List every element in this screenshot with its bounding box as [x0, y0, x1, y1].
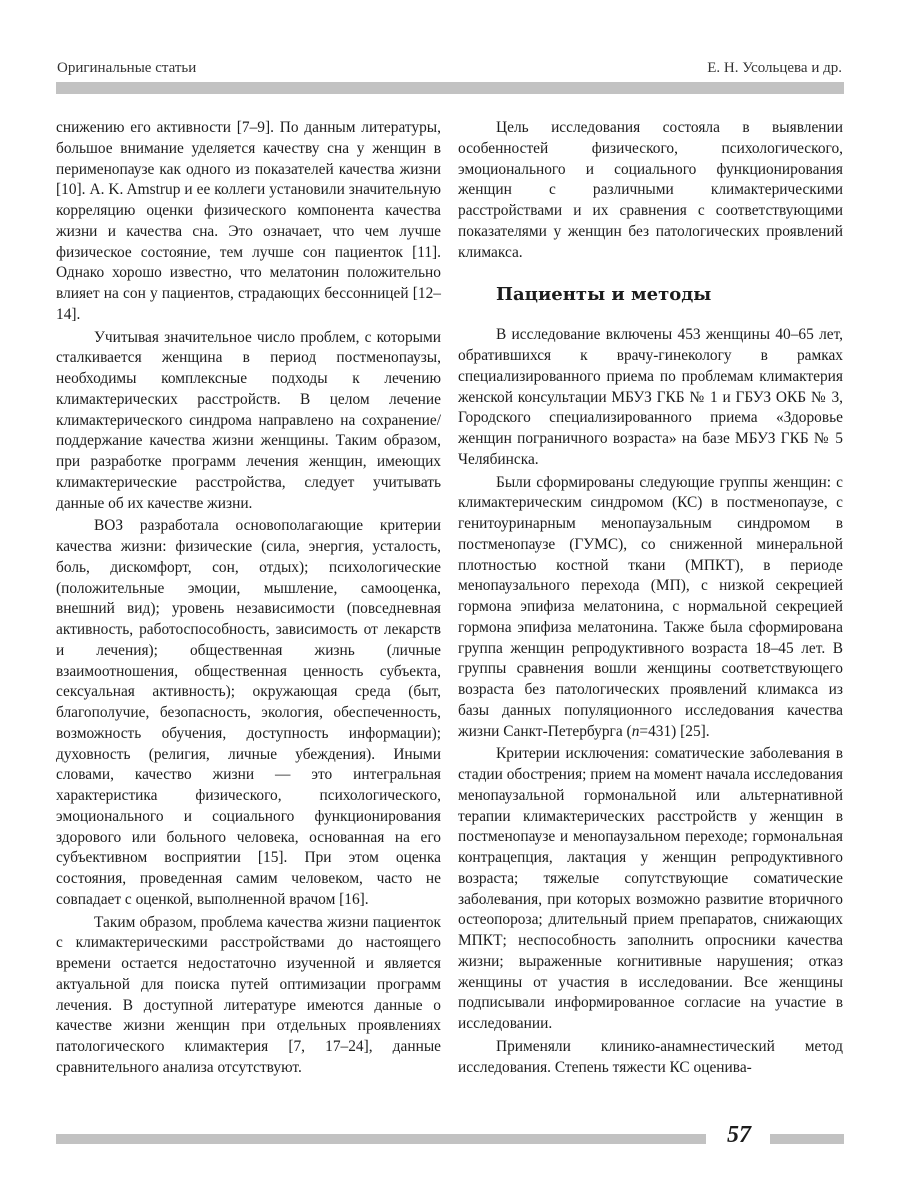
paragraph: снижению его активности [7–9]. По данным литературы, большое внимание уделяется качеству сна у женщин в перименопаузе как одного из показателей качества жизни [10]. A. K. Amstrup и ее коллеги установили значительную корреляцию оценки физического компонента качества жизни и качества сна. Это означает, что чем лучше физическое состояние, тем лучше сон пациенток [11]. Однако хорошо известно, что мелатонин положительно влияет на сон у пациентов, страдающих бессонницей [12–14]. [56, 119, 441, 323]
footer-bar [56, 1134, 706, 1144]
paragraph-methods: Применяли клинико-анамнестический метод исследования. Степень тяжести КС оценива- [458, 1037, 843, 1076]
section-heading: Пациенты и методы [496, 284, 712, 306]
paragraph: ВОЗ разработала основополагающие критерии качества жизни: физические (сила, энергия, усталость, боль, дискомфорт, сон, отдых); психологические (положительные эмоции, мышление, самооценка, внешний вид); уровень независимости (повседневная активность, работоспособность, зависимость от лекарств и лечения); общественная жизнь (личные взаимоотношения, общественная ценность субъекта, сексуальная активность); окружающая среда (быт, благополучие, безопасность, экология, обеспеченность, возможность обучения, доступность информации); духовность (религия, личные убеждения). Иными словами, качество жизни — это интегральная характеристика физического, психологического, эмоционального и социального функционирования здорового или больного человека, основанная на его субъективном восприятии [15]. При этом оценка состояния, проведенная самим человеком, часто не совпадает с оценкой, выполненной врачом [16]. [56, 517, 441, 908]
header-divider-bar [56, 82, 844, 94]
paragraph-groups-text: Были сформированы следующие группы женщин: с климактерическим синдромом (КС) в постменопаузе, с генитоуринарным менопаузальным синдромом в постменопаузе (ГУМС), со сниженной минеральной плотностью костной ткани (МПКТ), в периоде менопаузального перехода (МП), с низкой секрецией гормона эпифиза мелатонина, с нормальной секрецией гормона эпифиза мелатонина. Также была сформирована группа женщин репродуктивного возраста 18–45 лет. В группы сравнения вошли женщины соответствующего возраста без патологических проявлений климакса из базы данных популяционного исследования качества жизни Санкт-Петербурга ( [458, 473, 843, 740]
sample-size-symbol: n [631, 722, 640, 740]
right-column [458, 118, 843, 1078]
paragraph: Таким образом, проблема качества жизни пациенток с климактерическими расстройствами до настоящего времени остается недостаточно изученной и является актуальной для поиска путей оптимизации программ лечения. В доступной литературе имеются данные о качестве жизни женщин при отдельных проявлениях патологического климактерия [7, 17–24], данные сравнительного анализа отсутствуют. [56, 913, 441, 1076]
paragraph: В исследование включены 453 женщины 40–65 лет, обратившихся к врачу-гинекологу в рамках специализированного приема по проблемам климактерия женской консультации МБУЗ ГКБ № 1 и ГБУЗ ОКБ № 3, Городского специализированного приема «Здоровье женщин пограничного возраста» на базе МБУЗ ГКБ № 5 Челябинска. [458, 326, 843, 468]
page-number: 57 [727, 1122, 751, 1148]
running-header-authors: Е. Н. Усольцева и др. [707, 60, 842, 76]
left-column [56, 118, 441, 1079]
footer-bar-right [770, 1134, 844, 1144]
running-header-section: Оригинальные статьи [57, 60, 197, 76]
paragraph-exclusion: Критерии исключения: соматические заболевания в стадии обострения; прием на момент начала исследования менопаузальной гормональной или альтернативной терапии климактерических расстройств у женщин в постменопаузе и менопаузальном переходе; гормональная контрацепция, лактация у женщин репродуктивного возраста; тяжелые сопутствующие соматические заболевания, при которых возможно развитие вторичного остеопороза; длительный прием препаратов, снижающих МПКТ; неспособность заполнить опросники качества жизни; выраженные когнитивные нарушения; отказ женщины от участия в исследовании. Все женщины подписывали информированное согласие на участие в исследовании. [458, 745, 843, 1032]
paragraph: Учитывая значительное число проблем, с которыми сталкивается женщина в период постменопаузы, необходимы комплексные подходы к лечению климактерических расстройств. В целом лечение климактерического синдрома направлено на сохранение/поддержание качества жизни женщины. Таким образом, при разработке программ лечения женщин, имеющих климактерические расстройства, следует учитывать данные об их качестве жизни. [56, 328, 441, 512]
paragraph-aim: Цель исследования состояла в выявлении особенностей физического, психологического, эмоционального и социального функционирования женщин с различными климактерическими расстройствами и их сравнения с соответствующими показателями у женщин без патологических проявлений климакса. [458, 119, 843, 261]
paragraph-groups [458, 473, 843, 743]
paragraph-groups-tail: =431) [25]. [639, 722, 710, 740]
